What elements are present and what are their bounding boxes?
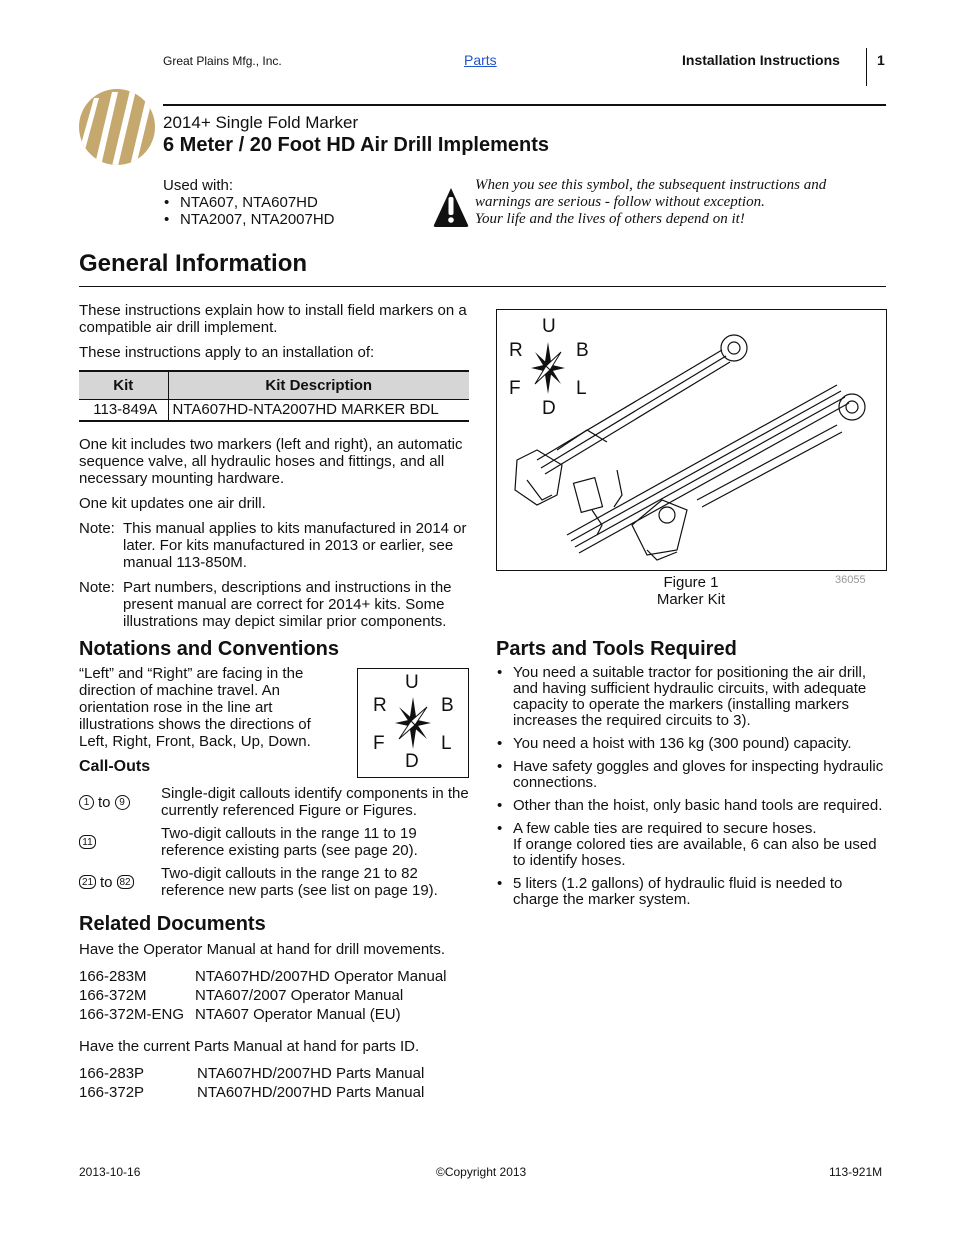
manual-id: 166-283M	[79, 968, 147, 985]
manual-id: 166-283P	[79, 1065, 145, 1082]
callouts-list	[79, 785, 471, 905]
used-with-item: • NTA607, NTA607HD	[163, 194, 363, 211]
rose-left-label: L	[576, 378, 587, 399]
list-item	[496, 821, 888, 869]
kit-number-cell: 113-849A	[79, 399, 168, 421]
note-text: This manual applies to kits manufactured in 2014 or later. For kits manufactured in 2013 or earlier, see manual 113-850M.	[123, 520, 467, 571]
callout-row	[79, 785, 471, 819]
rose-right-label: R	[373, 695, 387, 716]
section-heading-related-documents: Related Documents	[79, 913, 266, 935]
manual-id: 166-372P	[79, 1084, 145, 1101]
callout-badge: 82	[117, 875, 134, 889]
callout-description: Two-digit callouts in the range 21 to 82 reference new parts (see list on page 19).	[161, 865, 438, 899]
footer-copyright: ©Copyright 2013	[436, 1165, 527, 1179]
rose-down-label: D	[405, 751, 419, 772]
manual-title: NTA607HD/2007HD Operator Manual	[195, 968, 447, 985]
figure-id: 36055	[835, 574, 866, 586]
list-item	[79, 986, 471, 1005]
general-info-column	[79, 302, 471, 630]
title-line1: 2014+ Single Fold Marker	[163, 113, 359, 132]
rose-down-label: D	[542, 398, 556, 419]
callout-row	[79, 825, 471, 859]
notations-text: “Left” and “Right” are facing in the direction of machine travel. An orientation rose in the line art illustrations shows the directions of Left, Right, Front, Back, Up, Down.	[79, 665, 311, 750]
page-number: 1	[877, 52, 885, 68]
parts-link[interactable]: Parts	[464, 52, 497, 68]
note-text: Part numbers, descriptions and instructions in the present manual are correct for 2014+ kits. Some illustrations may depict similar prior components.	[123, 579, 452, 630]
callout-row	[79, 865, 471, 899]
kit-updates-paragraph: One kit updates one air drill.	[79, 495, 266, 512]
list-item-extra: If orange colored ties are available, 6 can also be used to identify hoses.	[513, 836, 877, 869]
manual-id: 166-372M-ENG	[79, 1006, 185, 1023]
rose-front-label: F	[509, 378, 521, 399]
callout-description: Single-digit callouts identify components in the currently referenced Figure or Figures.	[161, 785, 469, 819]
orientation-rose-icon	[393, 695, 433, 751]
kit-column-header: Kit	[79, 371, 168, 399]
kit-description-cell: NTA607HD-NTA2007HD MARKER BDL	[168, 399, 469, 421]
manual-title: NTA607HD/2007HD Parts Manual	[197, 1065, 425, 1082]
kit-contents-paragraph: One kit includes two markers (left and right), an automatic sequence valve, all hydraulic hoses and fittings, and all necessary mounting hardware.	[79, 436, 463, 487]
marker-kit-illustration	[497, 310, 886, 570]
note-label: Note:	[79, 520, 115, 537]
kit-description-column-header: Kit Description	[168, 371, 469, 399]
warning-text	[475, 177, 895, 228]
company-name: Great Plains Mfg., Inc.	[163, 54, 282, 68]
warning-line: warnings are serious - follow without exception.	[475, 194, 765, 210]
list-item: • You need a hoist with 136 kg (300 pound) capacity.	[496, 736, 888, 752]
section-heading-general-information: General Information	[79, 250, 308, 277]
parts-manual-list	[79, 1064, 471, 1102]
warning-triangle-icon	[432, 186, 470, 228]
title-line2: 6 Meter / 20 Foot HD Air Drill Implements	[163, 134, 550, 156]
intro-paragraph: These instructions apply to an installation of:	[79, 344, 375, 361]
list-item: • You need a suitable tractor for positioning the air drill, and having sufficient hydraulic circuits, with adequate capacity to operate the markers (installing markers increases the required circuits to 3).	[496, 665, 888, 729]
callout-to-label: to	[98, 793, 111, 811]
great-plains-logo-icon	[78, 88, 156, 166]
rose-front-label: F	[373, 733, 385, 754]
header-divider	[866, 48, 867, 86]
callout-badge: 9	[115, 795, 130, 810]
rose-left-label: L	[441, 733, 452, 754]
operator-manual-list	[79, 967, 471, 1024]
warning-line: Your life and the lives of others depend on it!	[475, 211, 745, 227]
intro-paragraph: These instructions explain how to install field markers on a compatible air drill implement.	[79, 302, 467, 336]
manual-title: NTA607/2007 Operator Manual	[195, 987, 404, 1004]
note-label: Note:	[79, 579, 115, 596]
manual-title: NTA607HD/2007HD Parts Manual	[197, 1084, 425, 1101]
orientation-rose-box	[357, 668, 469, 778]
rose-back-label: B	[576, 340, 589, 361]
section-heading-parts-tools: Parts and Tools Required	[496, 638, 737, 660]
list-item	[79, 967, 471, 986]
figure-marker-kit	[496, 309, 887, 571]
used-with	[163, 177, 363, 228]
kit-table	[79, 370, 469, 422]
note	[79, 579, 471, 630]
rose-up-label: U	[542, 316, 556, 337]
figure-number-label: Figure 1	[663, 574, 719, 591]
callout-to-label: to	[100, 873, 113, 891]
rose-right-label: R	[509, 340, 523, 361]
manual-id: 166-372M	[79, 987, 147, 1004]
parts-manual-intro: Have the current Parts Manual at hand for parts ID.	[79, 1038, 420, 1055]
note	[79, 520, 471, 571]
related-documents	[79, 941, 471, 1102]
list-item: • 5 liters (1.2 gallons) of hydraulic fluid is needed to charge the marker system.	[496, 876, 888, 908]
list-item	[79, 1064, 471, 1083]
list-item	[79, 1005, 471, 1024]
manual-title: NTA607 Operator Manual (EU)	[195, 1006, 401, 1023]
list-item	[79, 1083, 471, 1102]
list-item: • Other than the hoist, only basic hand tools are required.	[496, 798, 888, 814]
footer-doc-number: 113-921M	[829, 1165, 883, 1179]
list-item-text: • A few cable ties are required to secure hoses.	[513, 820, 817, 837]
figure-title: Marker Kit	[656, 591, 726, 608]
used-with-item: • NTA2007, NTA2007HD	[163, 211, 363, 228]
figure-caption	[656, 574, 726, 608]
warning-line: When you see this symbol, the subsequent instructions and	[475, 177, 827, 193]
rose-up-label: U	[405, 672, 419, 693]
callouts-heading: Call-Outs	[79, 758, 151, 775]
callout-description: Two-digit callouts in the range 11 to 19 reference existing parts (see page 20).	[161, 825, 418, 859]
callout-badge: 11	[79, 835, 96, 849]
parts-tools-list	[496, 665, 888, 908]
header-section: Installation Instructions	[682, 52, 840, 68]
footer-date: 2013-10-16	[79, 1165, 141, 1179]
rose-back-label: B	[441, 695, 454, 716]
section-heading-notations: Notations and Conventions	[79, 638, 339, 660]
header-rule	[163, 104, 886, 106]
callout-badge: 1	[79, 795, 94, 810]
callout-badge: 21	[79, 875, 96, 889]
table-row	[79, 399, 469, 421]
operator-manual-intro: Have the Operator Manual at hand for drill movements.	[79, 941, 446, 958]
used-with-label: Used with:	[163, 177, 234, 194]
list-item: • Have safety goggles and gloves for inspecting hydraulic connections.	[496, 759, 888, 791]
section-rule	[79, 286, 886, 287]
